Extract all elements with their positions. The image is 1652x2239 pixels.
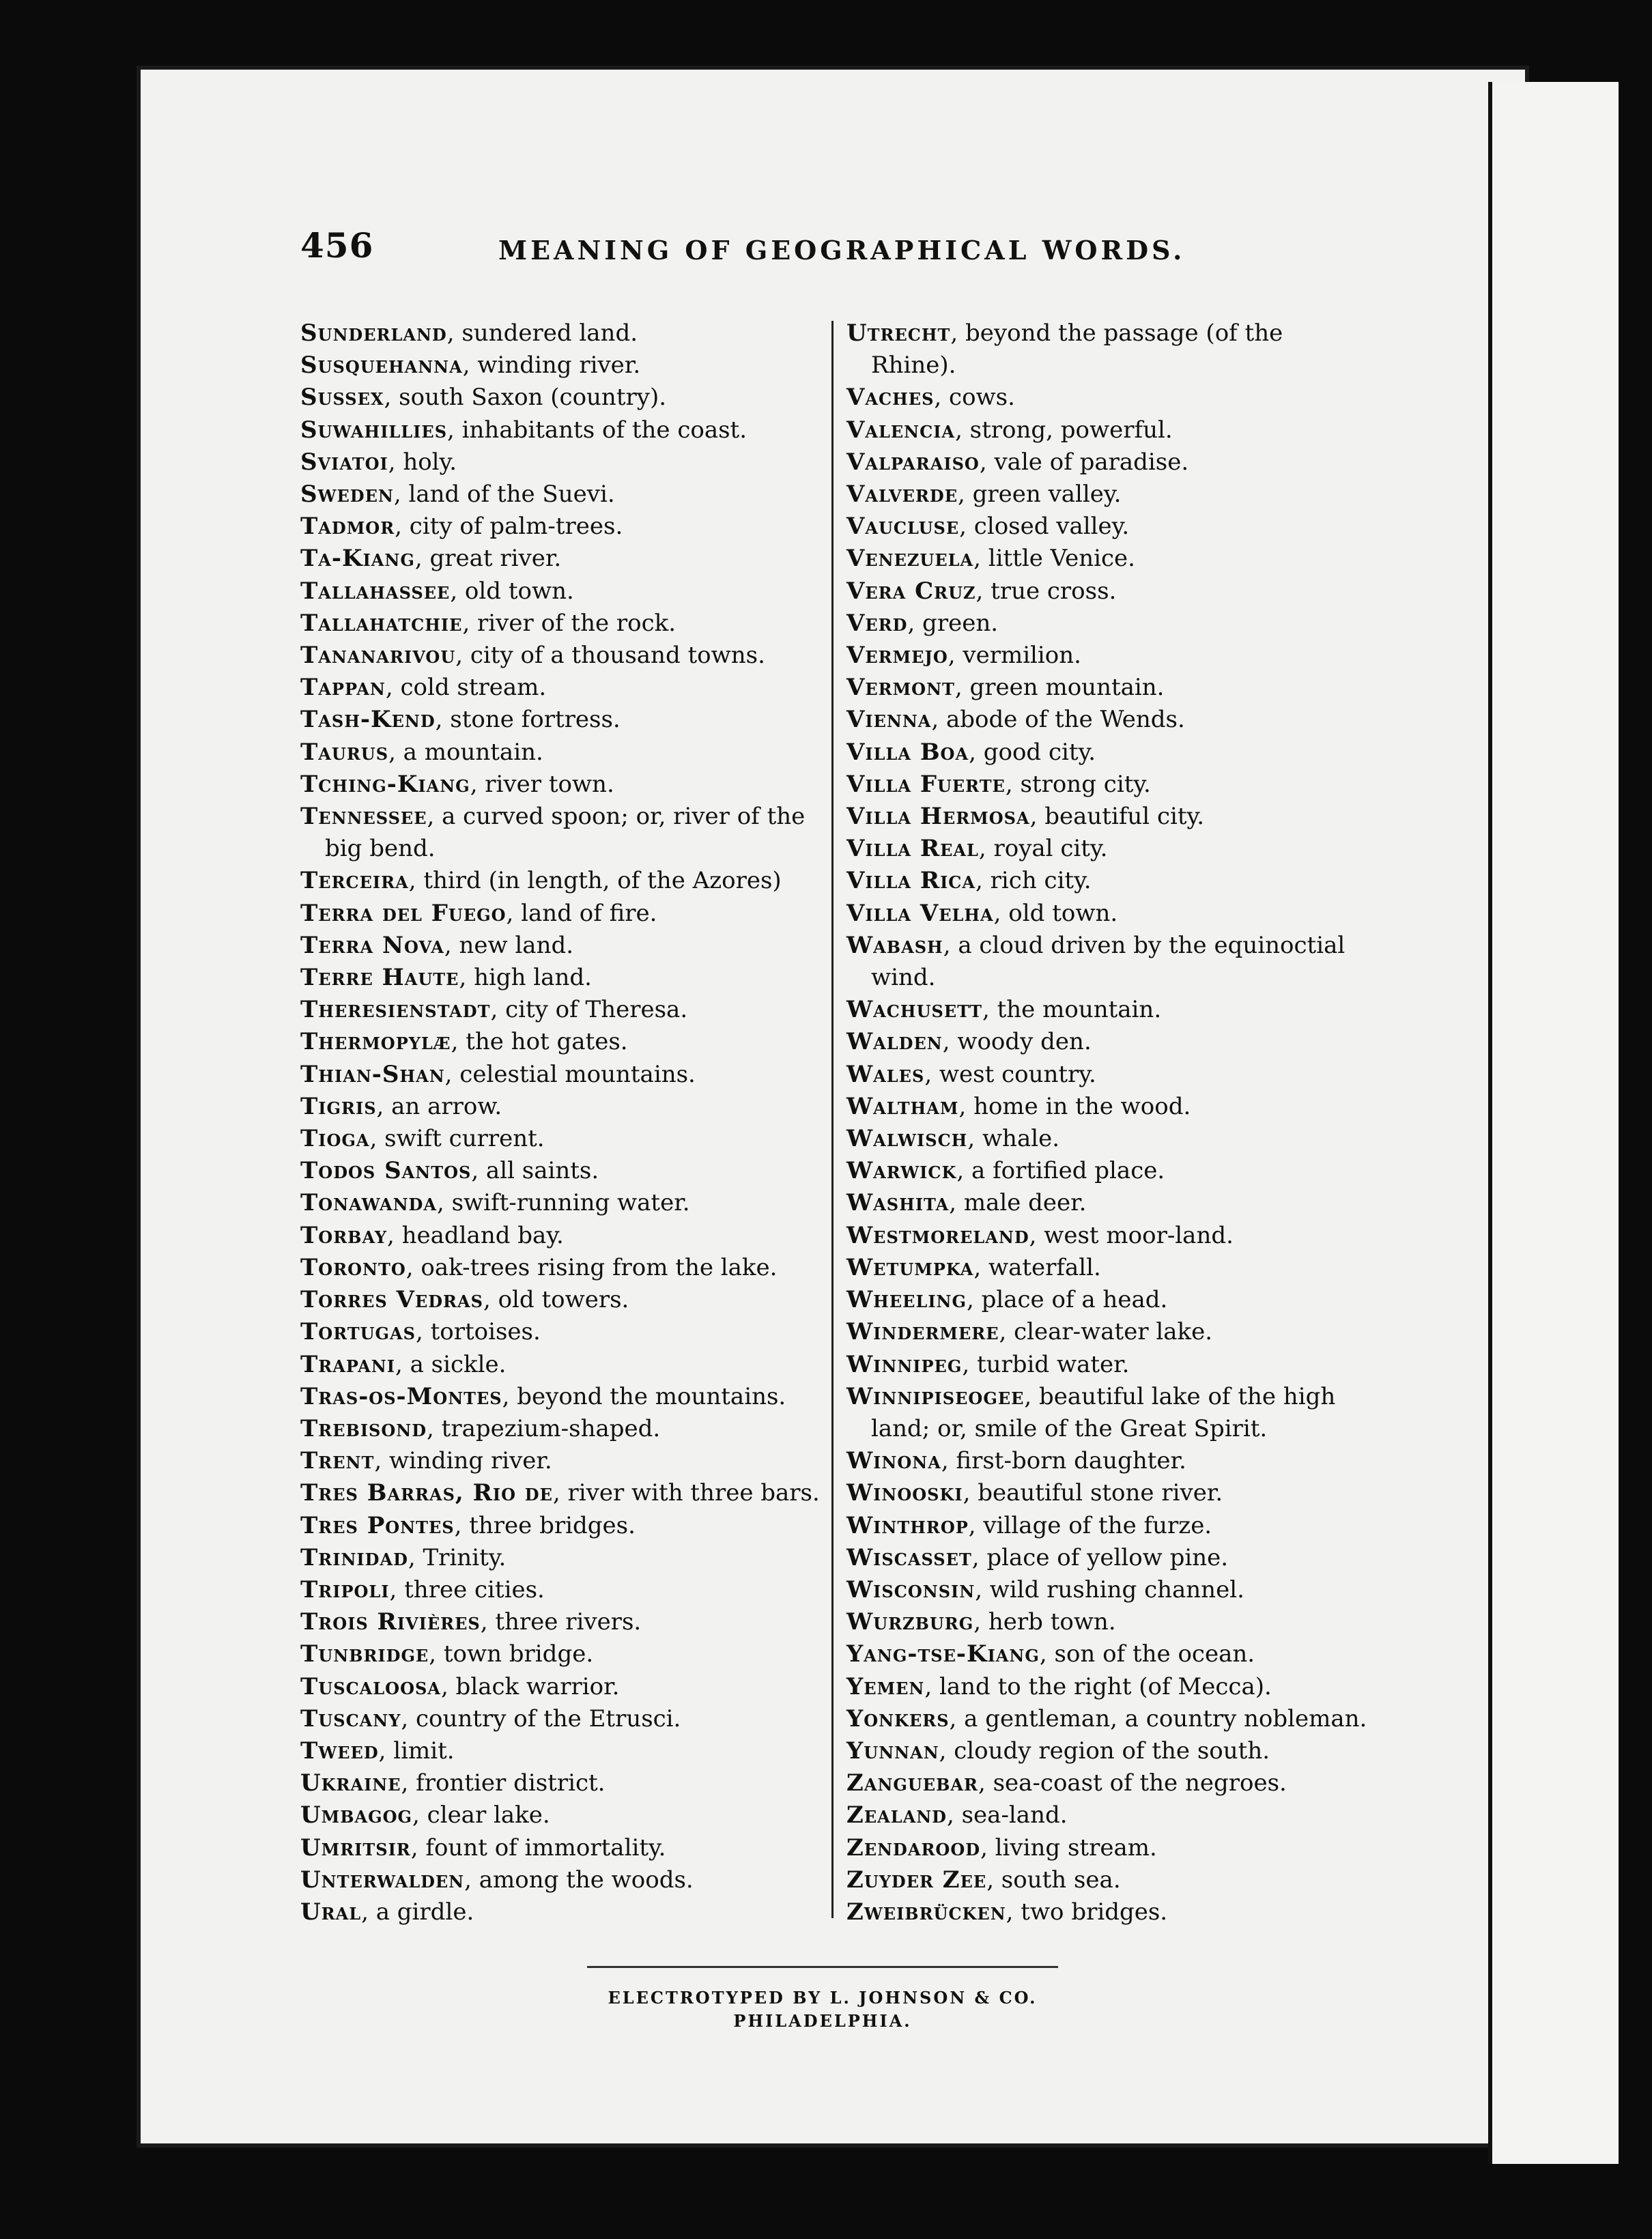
- glossary-entry: [300, 1059, 826, 1091]
- entry-definition: , beautiful stone river.: [963, 1479, 1223, 1507]
- glossary-entry: [846, 1026, 1372, 1058]
- entry-definition: , strong city.: [1005, 770, 1151, 798]
- entry-term: Terre Haute: [300, 964, 459, 992]
- glossary-entry: [846, 1767, 1372, 1799]
- entry-term: Terra del Fuego: [300, 899, 507, 927]
- entry-term: Thermopylæ: [300, 1028, 451, 1056]
- entry-term: Utrecht: [846, 319, 951, 347]
- glossary-entry: [846, 898, 1372, 930]
- entry-definition: , true cross.: [975, 577, 1117, 605]
- glossary-entry: [300, 1026, 826, 1058]
- entry-term: Sviatoi: [300, 448, 388, 476]
- entry-term: Villa Hermosa: [846, 803, 1030, 831]
- entry-definition: , winding river.: [374, 1447, 552, 1475]
- left-column: [300, 317, 826, 1928]
- entry-term: Wiscasset: [846, 1543, 972, 1571]
- glossary-entry: [846, 1832, 1372, 1864]
- page-header: [300, 225, 1188, 273]
- entry-term: Tennessee: [300, 803, 427, 831]
- page-number: 456: [300, 225, 374, 266]
- entry-definition: , living stream.: [980, 1834, 1157, 1862]
- entry-term: Tripoli: [300, 1575, 390, 1603]
- entry-definition: , river with three bars.: [552, 1479, 820, 1507]
- entry-term: Vaches: [846, 384, 935, 412]
- entry-term: Torres Vedras: [300, 1286, 483, 1314]
- entry-definition: , herb town.: [973, 1608, 1116, 1636]
- glossary-entry: [300, 737, 826, 769]
- entry-definition: , sea-land.: [946, 1801, 1068, 1829]
- entry-term: Westmoreland: [846, 1221, 1029, 1249]
- entry-definition: , clear lake.: [412, 1801, 550, 1829]
- entry-term: Vermont: [846, 674, 955, 702]
- entry-definition: , new land.: [444, 931, 574, 959]
- glossary-entry: [846, 1316, 1372, 1348]
- glossary-entry: [846, 1638, 1372, 1670]
- entry-definition: , beyond the passage (of the Rhine).: [871, 319, 1283, 380]
- entry-definition: , river of the rock.: [462, 609, 677, 637]
- entry-term: Tallahatchie: [300, 609, 463, 637]
- entry-definition: , west country.: [924, 1060, 1096, 1088]
- glossary-entry: [846, 1349, 1372, 1381]
- glossary-entry: [846, 1671, 1372, 1703]
- entry-definition: , a sickle.: [395, 1350, 507, 1378]
- entry-definition: , cold stream.: [385, 674, 547, 702]
- entry-term: Sussex: [300, 384, 384, 412]
- entry-term: Tras-os-Montes: [300, 1382, 502, 1410]
- glossary-entry: [846, 1735, 1372, 1767]
- entry-term: Tioga: [300, 1125, 370, 1153]
- glossary-entry: [300, 865, 826, 897]
- entry-term: Ural: [300, 1898, 362, 1926]
- entry-definition: , old town.: [450, 577, 574, 605]
- glossary-entry: [300, 704, 826, 736]
- entry-term: Tonawanda: [300, 1189, 437, 1217]
- entry-definition: , a girdle.: [361, 1898, 474, 1926]
- glossary-entry: [846, 769, 1372, 801]
- entry-definition: , vermilion.: [948, 642, 1081, 670]
- entry-definition: , the hot gates.: [451, 1028, 628, 1056]
- entry-definition: , swift-running water.: [436, 1189, 690, 1217]
- glossary-entry: [300, 382, 826, 414]
- glossary-entry: [300, 1574, 826, 1606]
- entry-definition: , land to the right (of Mecca).: [924, 1672, 1272, 1700]
- glossary-entry: [300, 317, 826, 350]
- entry-definition: , headland bay.: [387, 1221, 564, 1249]
- entry-definition: , green mountain.: [954, 674, 1165, 702]
- glossary-entry: [846, 1284, 1372, 1316]
- entry-term: Susquehanna: [300, 352, 463, 380]
- glossary-entry: [300, 1864, 826, 1896]
- entry-definition: , little Venice.: [973, 545, 1135, 573]
- entry-definition: , a curved spoon; or, river of the big bend.: [325, 803, 806, 863]
- entry-term: Yonkers: [846, 1705, 950, 1732]
- glossary-entry: [846, 317, 1372, 382]
- glossary-entry: [300, 543, 826, 575]
- entry-term: Vienna: [846, 706, 932, 734]
- entry-term: Ta-Kiang: [300, 545, 415, 573]
- entry-definition: , stone fortress.: [435, 706, 621, 734]
- glossary-entry: [300, 1284, 826, 1316]
- entry-term: Winnipiseogee: [846, 1382, 1025, 1410]
- glossary-entry: [300, 479, 826, 511]
- entry-term: Zanguebar: [846, 1769, 978, 1797]
- entry-term: Tash-Kend: [300, 706, 436, 734]
- glossary-entry: [846, 1574, 1372, 1606]
- entry-term: Villa Real: [846, 835, 979, 863]
- glossary-entry: [846, 1059, 1372, 1091]
- entry-definition: , fount of immortality.: [410, 1834, 666, 1862]
- glossary-entry: [300, 962, 826, 994]
- glossary-entry: [846, 575, 1372, 608]
- entry-definition: , son of the ocean.: [1039, 1640, 1255, 1668]
- entry-definition: , city of palm-trees.: [395, 513, 623, 541]
- entry-definition: , two bridges.: [1006, 1898, 1168, 1926]
- entry-term: Tadmor: [300, 513, 395, 541]
- glossary-entry: [846, 1220, 1372, 1252]
- entry-term: Terra Nova: [300, 931, 444, 959]
- running-title: MEANING OF GEOGRAPHICAL WORDS.: [498, 235, 1186, 266]
- glossary-entry: [300, 672, 826, 704]
- entry-term: Sweden: [300, 481, 394, 509]
- entry-term: Tres Pontes: [300, 1511, 455, 1539]
- entry-definition: , beautiful lake of the high land; or, smile of the Great Spirit.: [871, 1382, 1336, 1442]
- entry-term: Valencia: [846, 416, 956, 444]
- entry-term: Venezuela: [846, 545, 974, 573]
- glossary-entry: [300, 1220, 826, 1252]
- glossary-entry: [846, 1896, 1372, 1928]
- glossary-entry: [300, 994, 826, 1026]
- glossary-entry: [300, 1091, 826, 1123]
- entry-definition: , limit.: [378, 1737, 455, 1765]
- glossary-entry: [846, 1252, 1372, 1284]
- entry-definition: , inhabitants of the coast.: [447, 416, 747, 444]
- entry-definition: , rich city.: [975, 867, 1092, 895]
- entry-term: Villa Velha: [846, 899, 994, 927]
- glossary-entry: [300, 1703, 826, 1735]
- entry-definition: , land of fire.: [506, 899, 657, 927]
- glossary-entry: [300, 801, 826, 865]
- entry-definition: , a fortified place.: [956, 1157, 1165, 1185]
- entry-definition: , town bridge.: [429, 1640, 594, 1668]
- entry-definition: , a mountain.: [388, 738, 543, 766]
- entry-term: Tres Barras, Rio de: [300, 1479, 553, 1507]
- entry-term: Winona: [846, 1447, 941, 1475]
- entry-term: Trapani: [300, 1350, 395, 1378]
- entry-definition: , place of a head.: [966, 1286, 1168, 1314]
- entry-definition: , turbid water.: [962, 1350, 1130, 1378]
- entry-definition: , celestial mountains.: [444, 1060, 696, 1088]
- entry-term: Villa Boa: [846, 738, 969, 766]
- entry-definition: , south Saxon (country).: [384, 384, 667, 412]
- imprint-line-1: ELECTROTYPED BY L. JOHNSON & CO.: [608, 1988, 1038, 2008]
- entry-definition: , among the woods.: [464, 1866, 694, 1894]
- glossary-entry: [300, 640, 826, 672]
- glossary-entry: [846, 1187, 1372, 1219]
- entry-term: Tunbridge: [300, 1640, 429, 1668]
- entry-term: Tigris: [300, 1092, 377, 1120]
- entry-term: Umritsir: [300, 1834, 411, 1862]
- entry-definition: , a cloud driven by the equinoctial wind.: [871, 931, 1345, 992]
- glossary-entry: [300, 1445, 826, 1477]
- entry-definition: , green.: [907, 609, 999, 637]
- glossary-entry: [300, 1123, 826, 1155]
- entry-term: Vera Cruz: [846, 577, 976, 605]
- entry-definition: , cloudy region of the south.: [939, 1737, 1270, 1765]
- glossary-entry: [846, 865, 1372, 897]
- entry-term: Wurzburg: [846, 1608, 974, 1636]
- entry-definition: , all saints.: [471, 1157, 599, 1185]
- glossary-entry: [846, 1445, 1372, 1477]
- glossary-entry: [846, 1606, 1372, 1638]
- entry-definition: , strong, powerful.: [955, 416, 1173, 444]
- entry-definition: , a gentleman, a country nobleman.: [949, 1705, 1367, 1732]
- glossary-entry: [846, 1542, 1372, 1574]
- entry-definition: , tortoises.: [415, 1318, 541, 1346]
- entry-definition: , land of the Suevi.: [393, 481, 615, 509]
- entry-term: Tananarivou: [300, 642, 456, 670]
- entry-definition: , winding river.: [462, 352, 641, 380]
- entry-definition: , abode of the Wends.: [931, 706, 1185, 734]
- glossary-entry: [300, 350, 826, 382]
- glossary-entry: [846, 414, 1372, 446]
- glossary-entry: [300, 1735, 826, 1767]
- entry-definition: , first-born daughter.: [941, 1447, 1186, 1475]
- entry-term: Vermejo: [846, 642, 948, 670]
- entry-definition: , home in the wood.: [958, 1092, 1191, 1120]
- glossary-entry: [846, 1864, 1372, 1896]
- entry-term: Trois Rivières: [300, 1608, 481, 1636]
- entry-term: Zealand: [846, 1801, 947, 1829]
- entry-definition: , city of Theresa.: [490, 996, 688, 1024]
- entry-term: Zuyder Zee: [846, 1866, 987, 1894]
- entry-definition: , holy.: [388, 448, 457, 476]
- entry-definition: , old towers.: [483, 1286, 629, 1314]
- entry-definition: , Trinity.: [408, 1543, 507, 1571]
- entry-definition: , old town.: [993, 899, 1118, 927]
- entry-definition: , trapezium-shaped.: [427, 1414, 661, 1442]
- glossary-entry: [846, 704, 1372, 736]
- glossary-entry: [846, 994, 1372, 1026]
- entry-term: Zweibrücken: [846, 1898, 1006, 1926]
- glossary-entry: [846, 672, 1372, 704]
- glossary-entry: [846, 1381, 1372, 1445]
- entry-definition: , river town.: [470, 770, 614, 798]
- entry-term: Tuscany: [300, 1705, 401, 1732]
- entry-definition: , third (in length, of the Azores): [408, 867, 782, 895]
- glossary-entry: [300, 511, 826, 543]
- entry-definition: , oak-trees rising from the lake.: [405, 1253, 778, 1281]
- glossary-entry: [846, 543, 1372, 575]
- entry-definition: , three cities.: [389, 1575, 545, 1603]
- entry-definition: , great river.: [414, 545, 562, 573]
- right-column: [846, 317, 1372, 1928]
- entry-term: Unterwalden: [300, 1866, 465, 1894]
- entry-term: Taurus: [300, 738, 389, 766]
- entry-definition: , south sea.: [986, 1866, 1121, 1894]
- entry-term: Tortugas: [300, 1318, 416, 1346]
- glossary-entry: [846, 446, 1372, 479]
- entry-definition: , west moor-land.: [1029, 1221, 1234, 1249]
- glossary-entry: [846, 930, 1372, 994]
- entry-definition: , sundered land.: [446, 319, 638, 347]
- glossary-entry: [846, 1091, 1372, 1123]
- glossary-entry: [846, 608, 1372, 640]
- entry-term: Terceira: [300, 867, 409, 895]
- entry-definition: , royal city.: [978, 835, 1108, 863]
- entry-term: Yang-tse-Kiang: [846, 1640, 1040, 1668]
- entry-definition: , swift current.: [369, 1125, 545, 1153]
- entry-term: Suwahillies: [300, 416, 448, 444]
- entry-term: Warwick: [846, 1157, 957, 1185]
- glossary-entry: [846, 1703, 1372, 1735]
- glossary-entry: [300, 1767, 826, 1799]
- entry-term: Valparaiso: [846, 448, 980, 476]
- entry-definition: , beautiful city.: [1029, 803, 1205, 831]
- entry-term: Villa Fuerte: [846, 770, 1006, 798]
- entry-definition: , high land.: [459, 964, 592, 992]
- entry-definition: , waterfall.: [973, 1253, 1101, 1281]
- entry-term: Tuscaloosa: [300, 1672, 441, 1700]
- entry-definition: , clear-water lake.: [999, 1318, 1213, 1346]
- glossary-entry: [846, 1155, 1372, 1187]
- glossary-entry: [846, 479, 1372, 511]
- entry-term: Tallahassee: [300, 577, 451, 605]
- glossary-entry: [300, 1252, 826, 1284]
- entry-term: Wabash: [846, 931, 943, 959]
- entry-definition: , three bridges.: [454, 1511, 636, 1539]
- entry-term: Yemen: [846, 1672, 925, 1700]
- entry-term: Thian-Shan: [300, 1060, 445, 1088]
- facing-page-edge: [1488, 82, 1619, 2164]
- entry-term: Trebisond: [300, 1414, 427, 1442]
- glossary-entry: [846, 801, 1372, 833]
- glossary-entry: [300, 1316, 826, 1348]
- glossary-entry: [300, 1510, 826, 1542]
- glossary-entry: [300, 1606, 826, 1638]
- entry-definition: , three rivers.: [480, 1608, 642, 1636]
- glossary-entry: [846, 640, 1372, 672]
- glossary-entry: [300, 1381, 826, 1413]
- glossary-entry: [300, 1896, 826, 1928]
- glossary-entry: [300, 1799, 826, 1831]
- glossary-entry: [846, 1799, 1372, 1831]
- glossary-entry: [300, 769, 826, 801]
- entry-term: Trent: [300, 1447, 375, 1475]
- glossary-entry: [846, 511, 1372, 543]
- entry-term: Sunderland: [300, 319, 447, 347]
- entry-definition: , an arrow.: [376, 1092, 502, 1120]
- glossary-entry: [300, 414, 826, 446]
- entry-definition: , male deer.: [949, 1189, 1087, 1217]
- imprint-line-2: PHILADELPHIA.: [733, 2011, 912, 2031]
- entry-term: Todos Santos: [300, 1157, 472, 1185]
- entry-term: Ukraine: [300, 1769, 401, 1797]
- glossary-entry: [846, 1477, 1372, 1509]
- entry-term: Tching-Kiang: [300, 770, 470, 798]
- entry-term: Windermere: [846, 1318, 999, 1346]
- entry-definition: , the mountain.: [982, 996, 1162, 1024]
- glossary-entry: [300, 575, 826, 608]
- entry-definition: , closed valley.: [959, 513, 1130, 541]
- glossary-entry: [300, 898, 826, 930]
- glossary-entry: [846, 833, 1372, 865]
- glossary-entry: [846, 382, 1372, 414]
- entry-definition: , village of the furze.: [968, 1511, 1212, 1539]
- entry-definition: , black warrior.: [440, 1672, 620, 1700]
- entry-definition: , cows.: [934, 384, 1015, 412]
- entry-definition: , wild rushing channel.: [975, 1575, 1244, 1603]
- entry-definition: , green valley.: [958, 481, 1122, 509]
- column-divider: [831, 321, 834, 1918]
- entry-term: Winthrop: [846, 1511, 969, 1539]
- entry-term: Verd: [846, 609, 908, 637]
- entry-definition: , place of yellow pine.: [971, 1543, 1229, 1571]
- glossary-entry: [300, 1349, 826, 1381]
- glossary-entry: [300, 608, 826, 640]
- entry-definition: , whale.: [967, 1125, 1060, 1153]
- entry-term: Zendarood: [846, 1834, 981, 1862]
- entry-term: Wisconsin: [846, 1575, 975, 1603]
- entry-term: Toronto: [300, 1253, 406, 1281]
- entry-term: Valverde: [846, 481, 958, 509]
- entry-term: Tappan: [300, 674, 386, 702]
- entry-term: Walwisch: [846, 1125, 968, 1153]
- entry-term: Wetumpka: [846, 1253, 974, 1281]
- glossary-entry: [846, 1510, 1372, 1542]
- entry-definition: , vale of paradise.: [979, 448, 1189, 476]
- entry-term: Winnipeg: [846, 1350, 963, 1378]
- entry-term: Trinidad: [300, 1543, 408, 1571]
- footer-rule: [587, 1966, 1058, 1968]
- glossary-entry: [300, 1671, 826, 1703]
- glossary-entry: [300, 1638, 826, 1670]
- entry-definition: , country of the Etrusci.: [401, 1705, 681, 1732]
- glossary-entry: [300, 1155, 826, 1187]
- entry-term: Wales: [846, 1060, 925, 1088]
- entry-term: Yunnan: [846, 1737, 939, 1765]
- entry-term: Villa Rica: [846, 867, 976, 895]
- glossary-entry: [300, 1187, 826, 1219]
- entry-definition: , sea-coast of the negroes.: [978, 1769, 1287, 1797]
- entry-definition: , frontier district.: [401, 1769, 606, 1797]
- glossary-entry: [300, 1542, 826, 1574]
- entry-definition: , woody den.: [942, 1028, 1092, 1056]
- entry-term: Waltham: [846, 1092, 959, 1120]
- entry-term: Walden: [846, 1028, 943, 1056]
- entry-definition: , city of a thousand towns.: [455, 642, 765, 670]
- glossary-entry: [300, 446, 826, 479]
- entry-term: Torbay: [300, 1221, 387, 1249]
- entry-term: Washita: [846, 1189, 950, 1217]
- entry-term: Umbagog: [300, 1801, 413, 1829]
- glossary-entry: [846, 737, 1372, 769]
- glossary-entry: [300, 1413, 826, 1445]
- glossary-entry: [300, 1832, 826, 1864]
- entry-term: Theresienstadt: [300, 996, 491, 1024]
- entry-term: Wachusett: [846, 996, 982, 1024]
- entry-definition: , good city.: [969, 738, 1096, 766]
- entry-term: Winooski: [846, 1479, 963, 1507]
- entry-term: Wheeling: [846, 1286, 967, 1314]
- entry-term: Vaucluse: [846, 513, 960, 541]
- glossary-entry: [846, 1123, 1372, 1155]
- entry-term: Tweed: [300, 1737, 379, 1765]
- glossary-entry: [300, 1477, 826, 1509]
- glossary-entry: [300, 930, 826, 962]
- entry-definition: , beyond the mountains.: [502, 1382, 786, 1410]
- printer-imprint: [587, 1986, 1058, 2033]
